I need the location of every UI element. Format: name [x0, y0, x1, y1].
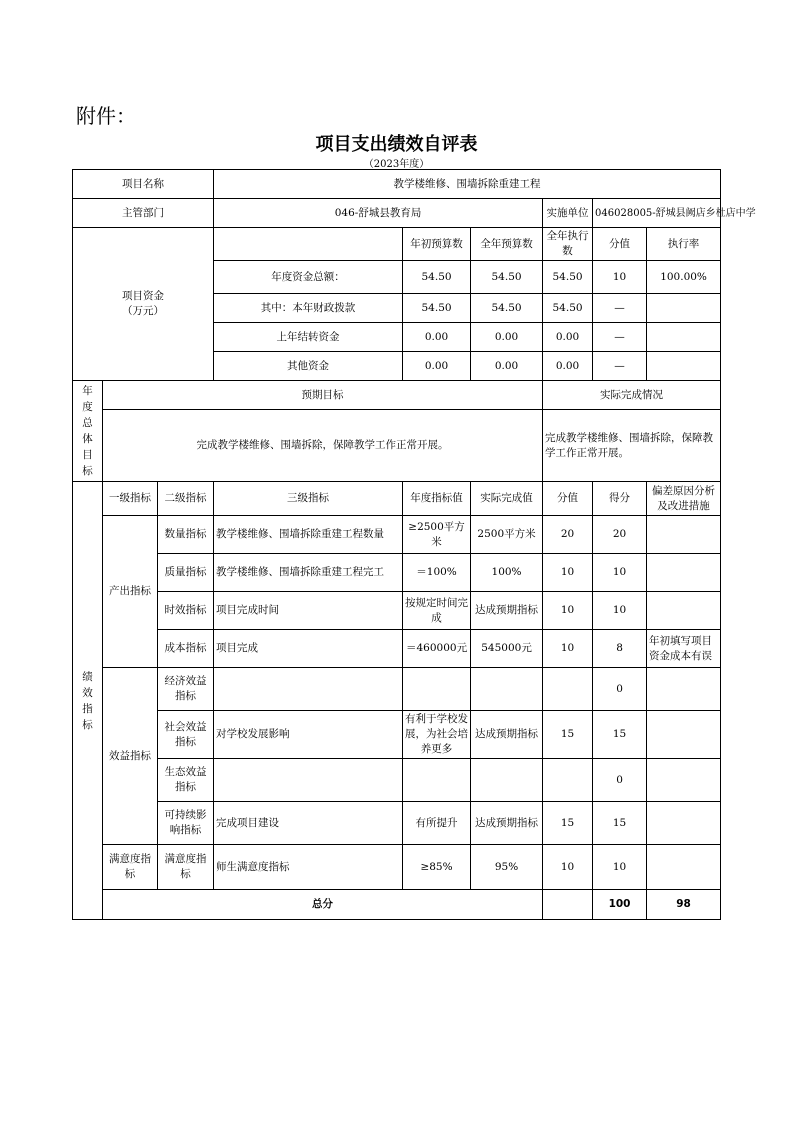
actual-cell	[471, 759, 543, 802]
funds-cell	[647, 294, 721, 323]
total-blank	[543, 890, 593, 920]
level2-cell: 时效指标	[158, 592, 214, 630]
weight-cell: 20	[543, 516, 593, 554]
funds-cell: —	[593, 294, 647, 323]
target-cell: 按规定时间完成	[403, 592, 471, 630]
funds-row-label: 其中：本年财政拨款	[214, 294, 403, 323]
deviation-cell	[647, 554, 721, 592]
funds-cell	[647, 323, 721, 352]
funds-cell: 100.00%	[647, 261, 721, 294]
target-cell: ≥85%	[403, 845, 471, 890]
deviation-cell	[647, 592, 721, 630]
actual-cell: 545000元	[471, 630, 543, 668]
target-cell: 有利于学校发展，为社会培养更多	[403, 711, 471, 759]
funds-header: 全年预算数	[471, 228, 543, 261]
level2-cell: 成本指标	[158, 630, 214, 668]
level3-cell	[214, 759, 403, 802]
total-score: 98	[647, 890, 721, 920]
dept-value: 046-舒城县教育局	[214, 199, 543, 228]
level3-cell: 项目完成时间	[214, 592, 403, 630]
target-cell: ＝460000元	[403, 630, 471, 668]
funds-cell: 0.00	[543, 323, 593, 352]
funds-cell: 54.50	[543, 294, 593, 323]
indicator-header: 实际完成值	[471, 482, 543, 516]
form-year: （2023年度）	[363, 159, 430, 170]
funds-cell: 0.00	[471, 352, 543, 381]
score-cell: 15	[593, 802, 647, 845]
funds-cell: 54.50	[543, 261, 593, 294]
level2-cell: 数量指标	[158, 516, 214, 554]
score-cell: 10	[593, 592, 647, 630]
score-cell: 0	[593, 668, 647, 711]
dept-label: 主管部门	[73, 199, 214, 228]
actual-cell	[471, 668, 543, 711]
score-cell: 10	[593, 845, 647, 890]
total-label: 总分	[103, 890, 543, 920]
indicators-label-text: 绩效指标	[82, 670, 93, 731]
level3-cell: 完成项目建设	[214, 802, 403, 845]
level3-cell: 项目完成	[214, 630, 403, 668]
level2-cell: 经济效益指标	[158, 668, 214, 711]
deviation-cell	[647, 711, 721, 759]
deviation-cell	[647, 759, 721, 802]
project-name-label: 项目名称	[73, 170, 214, 199]
level1-benefit: 效益指标	[103, 668, 158, 845]
attachment-label: 附件：	[76, 104, 136, 128]
indicator-header: 一级指标	[103, 482, 158, 516]
deviation-cell	[647, 516, 721, 554]
level2-cell: 生态效益指标	[158, 759, 214, 802]
level2-cell: 可持续影响指标	[158, 802, 214, 845]
level3-cell: 对学校发展影响	[214, 711, 403, 759]
level3-cell: 教学楼维修、围墙拆除重建工程完工	[214, 554, 403, 592]
goals-label-text: 年度总体目标	[82, 385, 93, 477]
funds-cell: 54.50	[471, 294, 543, 323]
target-cell: ＝100%	[403, 554, 471, 592]
funds-cell: 0.00	[471, 323, 543, 352]
expected-goal-label: 预期目标	[103, 381, 543, 410]
deviation-cell	[647, 802, 721, 845]
actual-cell: 100%	[471, 554, 543, 592]
weight-cell: 10	[543, 630, 593, 668]
level2-cell: 满意度指标	[158, 845, 214, 890]
level1-satisfaction: 满意度指标	[103, 845, 158, 890]
actual-cell: 2500平方米	[471, 516, 543, 554]
actual-cell: 达成预期指标	[471, 711, 543, 759]
weight-cell	[543, 668, 593, 711]
indicator-header: 偏差原因分析及改进措施	[647, 482, 721, 516]
indicator-header: 得分	[593, 482, 647, 516]
funds-cell	[647, 352, 721, 381]
indicator-header: 三级指标	[214, 482, 403, 516]
level3-cell	[214, 668, 403, 711]
indicator-header: 年度指标值	[403, 482, 471, 516]
funds-cell: 54.50	[403, 261, 471, 294]
indicators-label	[73, 482, 103, 920]
score-cell: 20	[593, 516, 647, 554]
actual-cell: 95%	[471, 845, 543, 890]
indicator-header: 二级指标	[158, 482, 214, 516]
funds-row-label: 上年结转资金	[214, 323, 403, 352]
form-title: 项目支出绩效自评表	[315, 134, 478, 155]
deviation-cell: 年初填写项目资金成本有误	[647, 630, 721, 668]
total-weight: 100	[593, 890, 647, 920]
unit-value: 046028005-舒城县阙店乡杜店中学	[593, 199, 721, 228]
target-cell: ≥2500平方米	[403, 516, 471, 554]
weight-cell: 15	[543, 711, 593, 759]
score-cell: 15	[593, 711, 647, 759]
target-cell: 有所提升	[403, 802, 471, 845]
funds-row-label: 年度资金总额：	[214, 261, 403, 294]
weight-cell: 10	[543, 592, 593, 630]
funds-cell: 0.00	[403, 323, 471, 352]
unit-label: 实施单位	[543, 199, 593, 228]
funds-cell: 0.00	[543, 352, 593, 381]
weight-cell: 10	[543, 845, 593, 890]
score-cell: 0	[593, 759, 647, 802]
indicator-header: 分值	[543, 482, 593, 516]
actual-goal: 完成教学楼维修、围墙拆除，保障教学工作正常开展。	[543, 410, 721, 482]
weight-cell: 10	[543, 554, 593, 592]
level2-cell: 社会效益指标	[158, 711, 214, 759]
target-cell	[403, 668, 471, 711]
funds-header: 分值	[593, 228, 647, 261]
weight-cell: 15	[543, 802, 593, 845]
target-cell	[403, 759, 471, 802]
expected-goal: 完成教学楼维修、围墙拆除，保障教学工作正常开展。	[103, 410, 543, 482]
funds-label	[73, 228, 214, 381]
level2-cell: 质量指标	[158, 554, 214, 592]
score-cell: 8	[593, 630, 647, 668]
actual-goal-label: 实际完成情况	[543, 381, 721, 410]
actual-cell: 达成预期指标	[471, 802, 543, 845]
evaluation-table	[72, 169, 756, 920]
funds-header: 年初预算数	[403, 228, 471, 261]
goals-label	[73, 381, 103, 482]
level3-cell: 师生满意度指标	[214, 845, 403, 890]
funds-cell: 54.50	[403, 294, 471, 323]
funds-cell: 54.50	[471, 261, 543, 294]
level3-cell: 教学楼维修、围墙拆除重建工程数量	[214, 516, 403, 554]
funds-cell: 10	[593, 261, 647, 294]
funds-row-label: 其他资金	[214, 352, 403, 381]
deviation-cell	[647, 668, 721, 711]
deviation-cell	[647, 845, 721, 890]
funds-cell: 0.00	[403, 352, 471, 381]
weight-cell	[543, 759, 593, 802]
score-cell: 10	[593, 554, 647, 592]
funds-cell: —	[593, 323, 647, 352]
level1-output: 产出指标	[103, 516, 158, 668]
actual-cell: 达成预期指标	[471, 592, 543, 630]
funds-header: 执行率	[647, 228, 721, 261]
funds-label-text: 项目资金 （万元）	[122, 290, 165, 317]
funds-header: 全年执行数	[543, 228, 593, 261]
funds-header-blank	[214, 228, 403, 261]
project-name: 教学楼维修、围墙拆除重建工程	[214, 170, 721, 199]
funds-cell: —	[593, 352, 647, 381]
